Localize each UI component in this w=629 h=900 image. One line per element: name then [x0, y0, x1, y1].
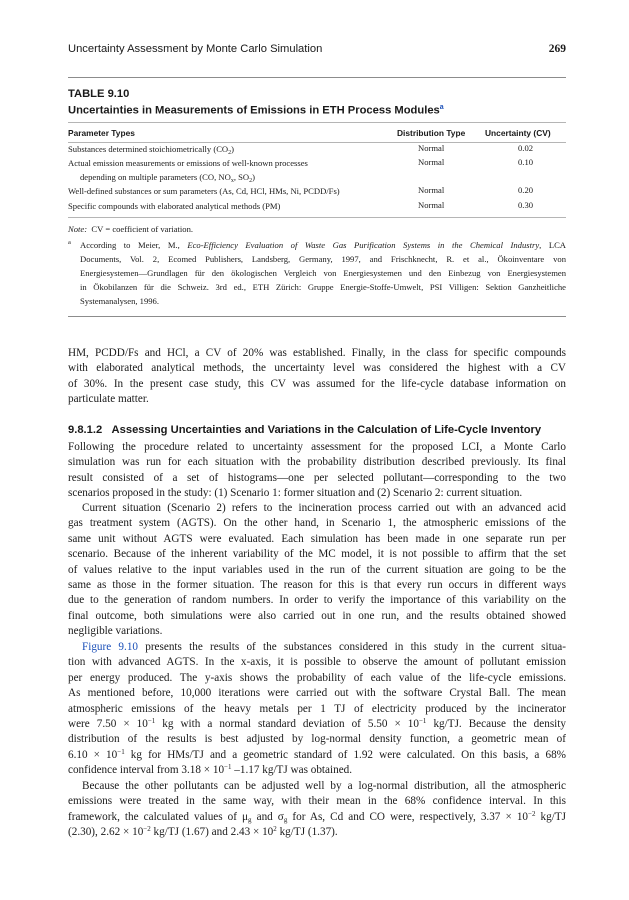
table-caption [68, 104, 444, 117]
paragraph: Because the other pollutants can be adjusted well by a log-normal distribution, all the atmospheric emissions were treated in the same way, with their mean in the 68% confidence interval. In this framework, the calculated values of $\mu_g$ and $\sigma_g$ for As, Cd and CO were, respectively, $3.37 \times 10^{-2}$ kg/TJ (2.30), $2.62 \times 10^{-2}$ kg/TJ (1.67) and $2.43 \times 10^2$ kg/TJ (1.37). [68, 780, 567, 839]
footnote-mark: a [68, 239, 71, 246]
note-text: CV = coefficient of variation. [91, 224, 194, 234]
running-head [68, 43, 566, 57]
table-note [68, 224, 193, 234]
page-number: 269 [548, 43, 566, 55]
row-distribution: Normal [418, 157, 445, 167]
running-head-title: Uncertainty Assessment by Monte Carlo Simulation [68, 43, 323, 55]
row-parameter: Specific compounds with elaborated analytical methods (PM) [68, 201, 281, 211]
row-uncertainty: 0.10 [518, 157, 534, 167]
intro-paragraph: HM, PCDD/Fs and HCl, a CV of 20% was established. Finally, in the class for specific compounds with elaborated analytical methods, the uncertainty level was considered the highest with a CV of 30%. In the present case study, this CV was assumed for the life-cycle database information on particulate matter. [68, 347, 566, 406]
note-label: Note: [68, 224, 88, 234]
column-header-parameter-types: Parameter Types [68, 128, 135, 138]
row-uncertainty: 0.02 [518, 143, 534, 153]
row-distribution: Normal [418, 185, 445, 195]
table-caption-footnote-link[interactable]: a [439, 104, 444, 111]
paragraph: Current situation (Scenario 2) refers to the incineration process carried out with an advanced acid gas treatment system (AGTS). On the other hand, in Scenario 1, the atmospheric emissions of the same unit without AGTS were evaluated. Each simulation has been made in one separate run per scenario. Because of the inherent variability of the MC model, it is not possible to affirm that the set of values relative to the input variables used in the run of the current situation are going to be the same as those in the former situation. The reason for this is that every run occurs in different ways due to the generation of random numbers. In order to verify the importance of this variability on the final outcome, both simulations were also carried out in one run, and the results obtained showed negligible variations. [68, 502, 566, 638]
section-title: Assessing Uncertainties and Variations in the Calculation of Life-Cycle Inventory [111, 424, 542, 436]
footnote-line: Systemanalysen, 1996. [80, 296, 160, 306]
section-heading [68, 424, 541, 436]
table-top-rule [68, 122, 566, 123]
table-bottom-rule [68, 217, 566, 218]
row-parameter: Actual emission measurements or emissions of well-known processes depending on multiple parameters (CO, $NO_x$, $SO_2$) [68, 158, 308, 184]
table-footnote [68, 238, 566, 308]
header-rule [68, 77, 566, 78]
page [68, 0, 566, 900]
row-uncertainty: 0.20 [518, 185, 534, 195]
table-caption-text: Uncertainties in Measurements of Emissions in ETH Process Modules [68, 104, 440, 117]
figure-link[interactable]: Figure 9.10 [82, 641, 139, 653]
row-distribution: Normal [418, 200, 445, 210]
paragraph: Following the procedure related to uncertainty assessment for the proposed LCI, a Monte Carlo simulation was run for each situation with the probability distribution described previously. Its final result consisted of a set of histograms—one per selected pollutant—corresponding to the two scenarios proposed in the study: (1) Scenario 1: former situation and (2) Scenario 2: current situation. [68, 441, 566, 500]
row-distribution: Normal [418, 143, 445, 153]
footnote-line: Energiesystemen—Grundlagen für den ökologischen Vergleich von Energiesystemen und den Einbezug von Energiesystemen [80, 268, 566, 278]
footnote-line: Documents, Vol. 2, Ecomed Publishers, Landsberg, Germany, 1997, and Frischknecht, R. et al., Ökoinventare von [80, 254, 566, 264]
table-label: TABLE 9.10 [68, 88, 130, 100]
column-header-uncertainty: Uncertainty (CV) [485, 128, 551, 138]
section-number: 9.8.1.2 [68, 424, 103, 436]
footnote-line: According to Meier, M., Eco-Efficiency Evaluation of Waste Gas Purification Systems in the Chemical Industry, LCA [80, 240, 567, 250]
table-end-rule [68, 316, 566, 317]
row-uncertainty: 0.30 [518, 200, 534, 210]
paragraph: Figure 9.10 presents the results of the substances considered in this study in the current situa- tion with advanced AGTS. In the x-axis, it is possible to observe the amount of pollutant emission per energy produced. The y-axis shows the probability of each value of the life-cycle emissions. As mentioned before, 10,000 iterations were carried out with the software Crystal Ball. The mean atmospheric emissions of the heavy metals per 1 TJ of electricity produced by the incinerator were $7.50 \times 10^{-1}$ kg with a normal standard deviation of $5.50 \times 10^{-1}$ kg/TJ. Because the density distribution of the results is best adjusted by log-normal density function, a geometric mean of $6.10 \times 10^{-1}$ kg for HMs/TJ and a geometric standard of 1.92 were calculated. On this basis, a 68% confidence interval from $3.18 \times 10^{-1}$ –1.17 kg/TJ was obtained. [68, 641, 566, 777]
column-header-distribution-type: Distribution Type [397, 128, 466, 138]
footnote-line: in Ökobilanzen für die Schweiz. 3rd ed., ETH Zürich: Gruppe Energie-Stoffe-Umwelt, PSI Villigen: Sektion Ganzheitliche [80, 282, 566, 292]
row-parameter: Substances determined stoichiometrically $(CO_2)$ [68, 144, 235, 156]
row-parameter: Well-defined substances or sum parameters (As, Cd, HCl, HMs, Ni, PCDD/Fs) [68, 186, 340, 196]
